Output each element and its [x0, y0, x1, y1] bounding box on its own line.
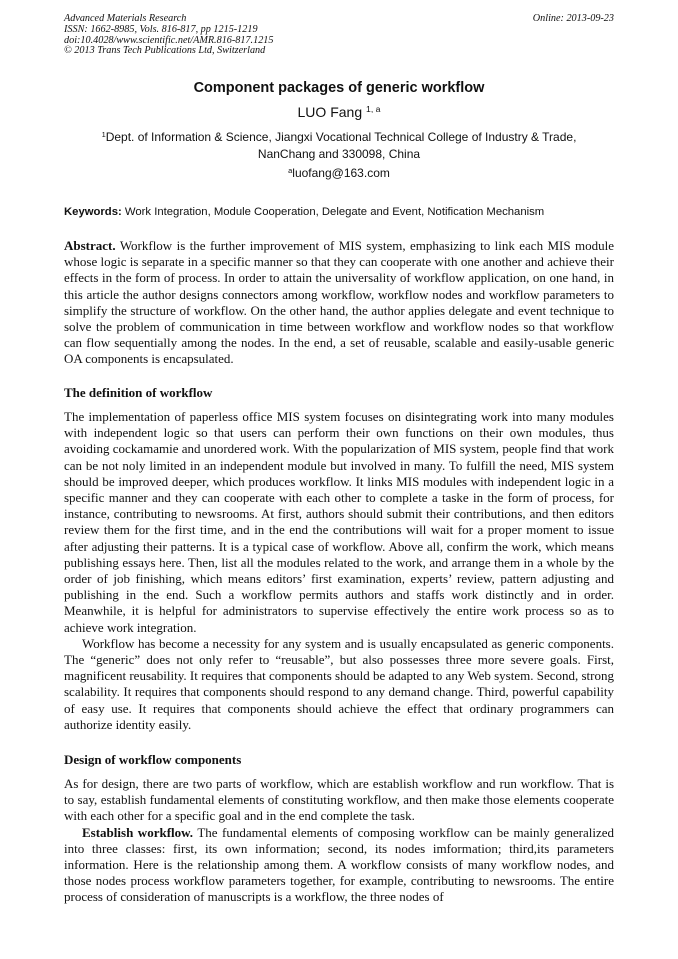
- author-superscript: 1, a: [366, 104, 381, 115]
- paragraph: [64, 825, 614, 906]
- abstract-text: Workflow is the further improvement of MIS system, emphasizing to link each MIS module whose logic is separate in a specific manner so that they can cooperate with one another and achieve their effects in the form of process. In order to attain the universality of workflow application, on one hand, in this article the author designs connectors among workflow, workflow nodes and workflow parameters to simplify the structure of workflow. On the other hand, the author applies delegate and event technique to solve the problem of communication in time between workflow and workflow nodes so that workflow can flow sequentially among the nodes. In the end, a set of reusable, scalable and easily-usable generic OA components is encapsulated.: [64, 238, 614, 367]
- affiliation: [64, 129, 614, 163]
- author-line: [0, 104, 678, 120]
- doi-line: doi:10.4028/www.scientific.net/AMR.816-817.1215: [64, 34, 274, 46]
- issn-line: ISSN: 1662-8985, Vols. 816-817, pp 1215-1219: [64, 23, 258, 35]
- section-heading-definition: The definition of workflow: [64, 385, 213, 400]
- email-superscript: a: [288, 165, 293, 175]
- email-address: luofang@163.com: [292, 166, 390, 180]
- abstract-label: Abstract.: [64, 238, 116, 253]
- section-heading-design: Design of workflow components: [64, 752, 242, 767]
- affiliation-superscript: 1: [101, 129, 106, 139]
- paragraph: Workflow has become a necessity for any system and is usually encapsulated as generic components. The “generic” does not only refer to “reusable”, but also possesses three more severe goals. First, magnificent reusability. It requires that components should be adapted to any Web system. Second, strong scalability. It requires that components should respond to any demand change. Third, powerful capability of easy use. It requires that components should achieve the effect that ordinary programmers can authorize identity easily.: [64, 635, 614, 732]
- paragraph: As for design, there are two parts of workflow, which are establish workflow and run workflow. That is to say, establish fundamental elements of constituting workflow, and then make those elements cooperate with each other for a specific goal and in the end complete the task.: [64, 776, 614, 824]
- online-date: Online: 2013-09-23: [532, 13, 614, 24]
- section-definition-body: [64, 409, 614, 733]
- copyright-line: © 2013 Trans Tech Publications Ltd, Switzerland: [64, 45, 266, 57]
- journal-meta: [64, 14, 273, 57]
- keywords-line: [64, 205, 614, 219]
- keywords-text: Work Integration, Module Cooperation, Delegate and Event, Notification Mechanism: [124, 206, 545, 218]
- paper-title: Component packages of generic workflow: [193, 80, 485, 96]
- keywords-label: Keywords:: [64, 206, 122, 218]
- paragraph: The implementation of paperless office MIS system focuses on disintegrating work into many modules with independent logic so that users can perform their own functions on their own modules, thus avoiding cockamamie and unordered work. With the popularization of MIS system, people find that work can be not noly limited in an independent module but involved in many. To fulfill the need, MIS system should be improved deeper, which produces workflow. It links MIS modules with independent logic in a specific manner and they can cooperate with each other to complete a taske in the form of process, for instance, contributing to newsrooms. At first, authors should submit their contributions, and then editors review them for the first time, and in the end the contributions will wait for a proper moment to issue after adjusting their patterns. It is a typical case of workflow. Above all, confirm the work, which means publishing essays here. Then, list all the modules related to the work, and arrange them in a whole by the order of job finishing, which means editors’ first examination, experts’ review, pattern adjusting and publishing in the end. Such a workflow permits authors and staffs work distinctly and in order. Meanwhile, it is helpful for administrators to supervise effectively the entire work process so as to achieve work integration.: [64, 409, 614, 635]
- email-line: [0, 166, 678, 180]
- affiliation-line-2: NanChang and 330098, China: [257, 147, 421, 161]
- abstract: [64, 238, 614, 368]
- affiliation-line-1: Dept. of Information & Science, Jiangxi Vocational Technical College of Industry & Trade,: [105, 130, 577, 144]
- paragraph-text: The fundamental elements of composing workflow can be mainly generalized into three classes: first, its own information; second, its nodes imformation; third,its parameters information. Here is the relationship among them. A workflow consists of many workflow nodes, and those nodes process workflow parameters together, for example, contributing to newsrooms. The entire process of consideration of manuscripts is a workflow, the three nodes of: [64, 824, 615, 905]
- journal-name: Advanced Materials Research: [64, 13, 187, 24]
- section-design-body: [64, 776, 614, 906]
- author-name: LUO Fang: [297, 104, 363, 120]
- establish-workflow-label: Establish workflow.: [82, 824, 194, 840]
